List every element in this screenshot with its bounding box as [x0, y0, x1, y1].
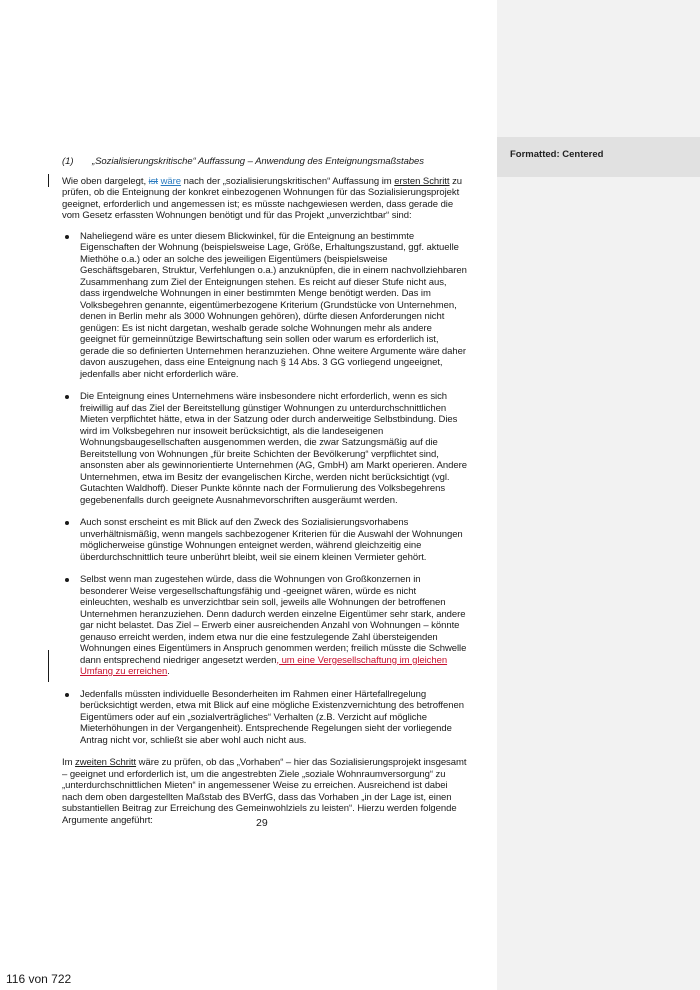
underlined-text: ersten Schritt [394, 175, 450, 187]
section-heading [62, 156, 467, 168]
list-item [62, 574, 467, 678]
document-body [62, 156, 467, 835]
text-run: . [167, 666, 170, 677]
list-item: Naheliegend wäre es unter diesem Blickwinkel, für die Enteignung an bestimmte Eigenschaften der Wohnung (beispielsweise Lage, Größe, Erhaltungszustand, ggf. aktuelle Miethöhe o.a.) oder an solche des jeweiligen Eigentümers (beispielsweise Geschäftsgebaren, Struktur, Verfehlungen o.a.) anzuknüpfen, die in einem nachvollziehbaren Zusammenhang zum Ziel der Enteignungen stehen. Es reicht auf dieser Stufe nicht aus, dass irgendwelche Wohnungen in einer bestimmten Menge benötigt werden. Das im Volksbegehren genannte, eigentümerbezogene Kriterium (Grundstücke von Unternehmen, denen in Berlin mehr als 3000 Wohnungen gehören), dürfte diesen Anforderungen nicht genügen: Es ist nicht dargetan, weshalb gerade solche Wohnungen mehr als andere geeignet für gemeinnützige Bewirtschaftung sein sollen oder warum es erforderlich ist, gerade die so definierten Unternehmen heranzuziehen. Ohne weitere Argumente wäre daher davon auszugehen, dass eine Enteignung nach § 14 Abs. 3 GG vorliegend ungeeignet, jedenfalls aber nicht erforderlich wäre. [62, 231, 467, 381]
tracked-deletion: ist [148, 175, 159, 187]
list-item: Jedenfalls müssten individuelle Besonderheiten im Rahmen einer Härtefallregelung berücksichtigt werden, etwa mit Blick auf eine mögliche Existenzvernichtung des betroffenen Eigentümers oder auf ein „sozialverträgliches“ Verhalten (z.B. Verzicht auf mögliche Mieterhöhungen in der Vergangenheit). Entsprechende Regelungen sieht der vorliegende Antrag nicht vor, schließt sie aber wohl auch nicht aus. [62, 689, 467, 747]
comment-balloon[interactable] [497, 137, 700, 177]
text-run: wäre zu prüfen, ob das „Vorhaben“ – hier das Sozialisierungsprojekt insgesamt – geeignet und erforderlich ist, um die angestrebten Ziele „soziale Wohnraumversorgung“ zu „unterdurchschnittlichen Mieten“ in angemessener Weise zu erreichen. Ausreichend ist dabei nach dem oben dargestellten Maßstab des BVerfG, dass das Vorhaben „in der Lage ist, einen substantiellen Beitrag zur Erreichung des Gemeinwohlziels zu leisten“. Hierzu werden folgende Argumente angeführt: [62, 757, 467, 826]
tracked-insertion: wäre [160, 175, 182, 187]
comment-pane [497, 0, 700, 990]
list-item: Auch sonst erscheint es mit Blick auf den Zweck des Sozialisierungsvorhabens unverhältnismäßig, wenn mangels sachbezogener Kriterien für die Auswahl der Wohnungen möglicherweise günstige Wohnungen enteignet werden, während gleichzeitig eine überdurchschnittlich teure unberührt bleibt, weil sie einem kleinen Vermieter gehört. [62, 517, 467, 563]
intro-paragraph [62, 176, 467, 222]
change-bar [48, 174, 49, 187]
list-item: Die Enteignung eines Unternehmens wäre insbesondere nicht erforderlich, wenn es sich freiwillig auf das Ziel der Bereitstellung günstiger Wohnungen zu unterdurchschnittlichen Mieten verpflichtet hätte, etwa in der Satzung oder durch anderweitige Selbstbindung. Dies wird im Volksbegehren nur insoweit berücksichtigt, als die landeseigenen Wohnungsbaugesellschaften ausgenommen werden, die zwar Satzungsmäßig auf die Bereitstellung von Wohnungen „für breite Schichten der Bevölkerung“ verpflichtet sind, ansonsten aber als gewinnorientierte Unternehmen (AG, GmbH) am Markt operieren. Andere Unternehmen, etwa im Besitz der evangelischen Kirche, werden nicht berücksichtigt (vgl. Gutachten Waldhoff). Dieser Punkte könnte nach der Formulierung des Volksbegehrens gegebenenfalls durch geeignete Ausnahmevorschriften ausgeräumt werden. [62, 391, 467, 506]
page-number: 29 [256, 817, 268, 829]
text-run: zu prüfen, ob die Enteignung der konkret einbezogenen Wohnungen für das Sozialisierungsprojekt geeignet, erforderlich und angemessen ist; es müsste nachgewiesen werden, dass gerade die vom Gesetz erfassten Wohnungen benötigt und für das Projekt „unverzichtbar“ sind: [62, 175, 463, 221]
closing-paragraph [62, 757, 467, 826]
text-run: nach der „sozialisierungskritischen“ Auffassung im [181, 175, 395, 187]
text-run: Im [62, 757, 76, 768]
underlined-text: zweiten Schritt [75, 757, 137, 768]
comment-label: Formatted: Centered [510, 149, 604, 160]
text-run: Selbst wenn man zugestehen würde, dass die Wohnungen von Großkonzernen in besonderer Weise vergesellschaftungsfähig und -geeignet wären, würde es nicht einleuchten, weshalb es unverzichtbar sein soll, jeweils alle Wohnungen der betroffenen Unternehmen heranzuziehen. Denn dadurch werden einzelne Eigentümer sehr stark, andere gar nicht belastet. Das Ziel – Erwerb einer ausreichenden Anzahl von Wohnungen – könnte genauso erreicht werden, indem etwa nur die eine festzulegende Zahl übersteigenden Wohnungen eines Eigentümers in Anspruch genommen werden; freilich müsste die Schwelle dann entsprechend niedriger angesetzt werden [80, 574, 467, 666]
argument-list [62, 231, 467, 747]
change-bar [48, 650, 49, 682]
section-title: „Sozialisierungskritische“ Auffassung – Anwendung des Enteignungsmaßstabes [92, 156, 424, 167]
section-number: (1) [62, 156, 74, 167]
tracked-insertion: , um eine Vergesellschaftung im gleichen Umfang zu erreichen [80, 654, 448, 677]
text-run: Wie oben dargelegt, [62, 175, 149, 187]
page-counter: 116 von 722 [6, 972, 72, 986]
